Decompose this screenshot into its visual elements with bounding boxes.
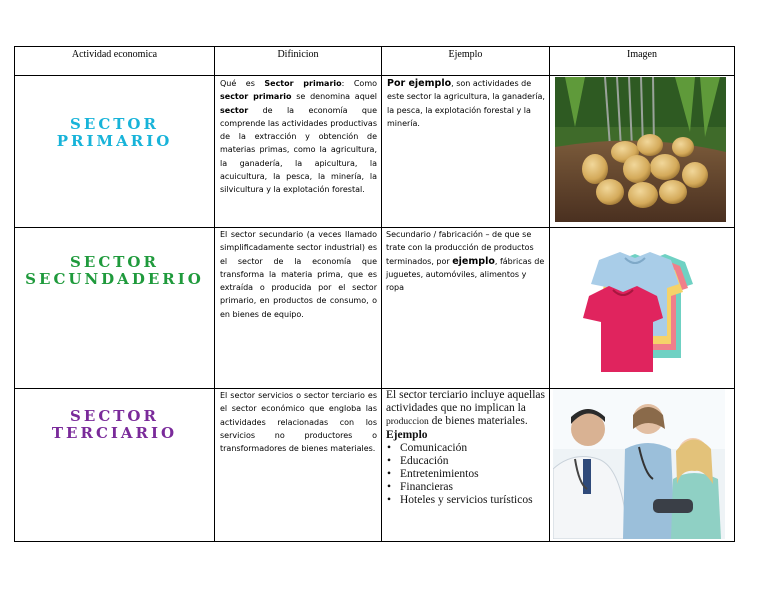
list-item: • Comunicación bbox=[398, 442, 546, 455]
example-terciario: El sector terciario incluye aquellas actividades que no implican la produccion de bienes materiales. Ejemplo • Comunicación • Educación • Entretenimientos • Financieras • Hoteles y servicios turísticos bbox=[386, 389, 546, 507]
example-secundario: Secundario / fabricación – de que se trate con la producción de productos terminados, por ejemplo, fábricas de juguetes, automóviles, alimentos y ropa bbox=[386, 230, 545, 293]
header-definicion: Difinicion bbox=[277, 49, 319, 60]
list-item: • Hoteles y servicios turísticos bbox=[398, 494, 546, 507]
folded-shirts-photo bbox=[575, 240, 715, 380]
definition-terciario: El sector servicios o sector terciario es el sector económico que engloba las actividades relacionadas con los servicios no productores o transformadores de bienes materiales. bbox=[220, 391, 377, 454]
sector-primario-label: SECTOR PRIMARIO bbox=[56, 115, 173, 150]
example-list bbox=[386, 442, 546, 507]
sector-terciario-label: SECTOR TERCIARIO bbox=[51, 407, 178, 442]
example-primario: Por ejemplo, son actividades de este sector la agricultura, la ganadería, la pesca, la explotación forestal y la minería. bbox=[387, 78, 545, 128]
header-actividad: Actividad economica bbox=[71, 49, 158, 60]
potatoes-photo bbox=[555, 77, 726, 222]
definition-primario: Qué es Sector primario: Como sector primario se denomina aquel sector de la economía que comprende las actividades productivas de la extracción y obtención de materias primas, como la agricultura, la ganadería, la apicultura, la acuicultura, la pesca, la minería, la silvicultura y la explotación forestal. bbox=[220, 79, 377, 195]
list-item: • Educación bbox=[398, 455, 546, 468]
definition-secundario: El sector secundario (a veces llamado simplificadamente sector industrial) es el sector de la economía que transforma la materia prima, que es extraída o producida por el sector primario, en productos de consumo, o en bienes de equipo. bbox=[220, 230, 377, 319]
header-ejemplo: Ejemplo bbox=[448, 49, 483, 60]
doctors-photo bbox=[553, 389, 725, 539]
header-imagen: Imagen bbox=[627, 49, 657, 60]
sector-secundario-label: SECTOR SECUNDADERIO bbox=[25, 253, 204, 288]
list-item: • Financieras bbox=[398, 481, 546, 494]
list-item: • Entretenimientos bbox=[398, 468, 546, 481]
